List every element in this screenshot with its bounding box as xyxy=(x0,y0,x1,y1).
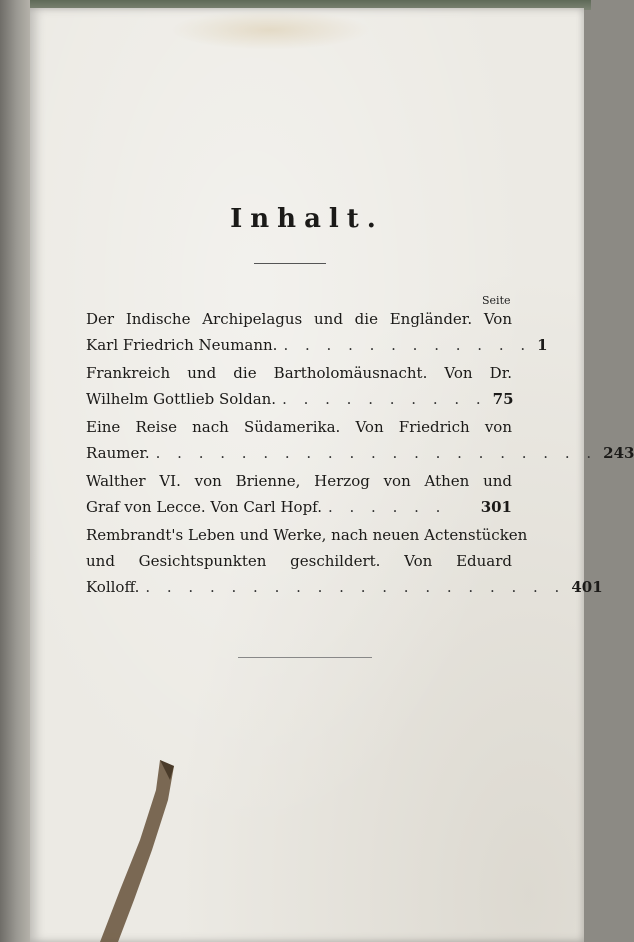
toc-entry xyxy=(86,414,634,466)
toc-entry-author: Kolloff. xyxy=(86,578,140,596)
title-rule xyxy=(254,263,326,264)
toc-entry-author: Wilhelm Gottlieb Soldan. xyxy=(86,390,277,408)
toc-page-number: 301 xyxy=(480,498,512,516)
leader-dots: . . . . . . . . . . . . xyxy=(283,336,532,354)
toc-entry-title-continued: und Gesichtspunkten geschildert. Von Eduard xyxy=(86,552,512,570)
toc-entry-author: Raumer. xyxy=(86,444,150,462)
leader-dots: . . . . . . . . . . . . . . . . . . . . . xyxy=(155,444,598,462)
toc-entry-author: Graf von Lecce. Von Carl Hopf. xyxy=(86,498,322,516)
page-title: Inhalt. xyxy=(230,204,384,234)
toc-entry-title: Der Indische Archipelagus und die Engländer. Von xyxy=(86,310,512,328)
toc-entry-line xyxy=(86,574,603,600)
page-column-label: Seite xyxy=(482,294,511,307)
toc-entry xyxy=(86,306,548,358)
leader-dots: . . . . . . . . . . xyxy=(282,390,487,408)
book-cover-edge xyxy=(0,0,30,942)
toc-entry xyxy=(86,360,512,412)
toc-entry-title: Rembrandt's Leben und Werke, nach neuen Actenstücken xyxy=(86,526,528,544)
paper-stain xyxy=(170,10,370,50)
leader-dots: . . . . . . xyxy=(327,498,447,516)
toc-entry-title: Frankreich und die Bartholomäusnacht. Von Dr. xyxy=(86,364,512,382)
toc-entry-title: Walther VI. von Brienne, Herzog von Athen und xyxy=(86,472,512,490)
toc-page-number: 1 xyxy=(537,336,548,354)
toc-entry xyxy=(86,522,603,600)
bookmark-ribbon xyxy=(100,760,180,942)
toc-page-number: 243 xyxy=(603,444,634,462)
toc-page-number: 75 xyxy=(492,390,514,408)
toc-page-number: 401 xyxy=(571,578,603,596)
toc-entry-line xyxy=(86,332,548,358)
toc-entry-line xyxy=(86,440,634,466)
toc-entry-line xyxy=(86,494,512,520)
toc-entry-title: Eine Reise nach Südamerika. Von Friedrich von xyxy=(86,418,512,436)
table-of-contents xyxy=(86,306,634,602)
toc-entry xyxy=(86,468,512,520)
bottom-rule xyxy=(238,657,372,658)
toc-entry-line xyxy=(86,386,512,412)
leader-dots: . . . . . . . . . . . . . . . . . . . . xyxy=(145,578,566,596)
toc-entry-author: Karl Friedrich Neumann. xyxy=(86,336,278,354)
